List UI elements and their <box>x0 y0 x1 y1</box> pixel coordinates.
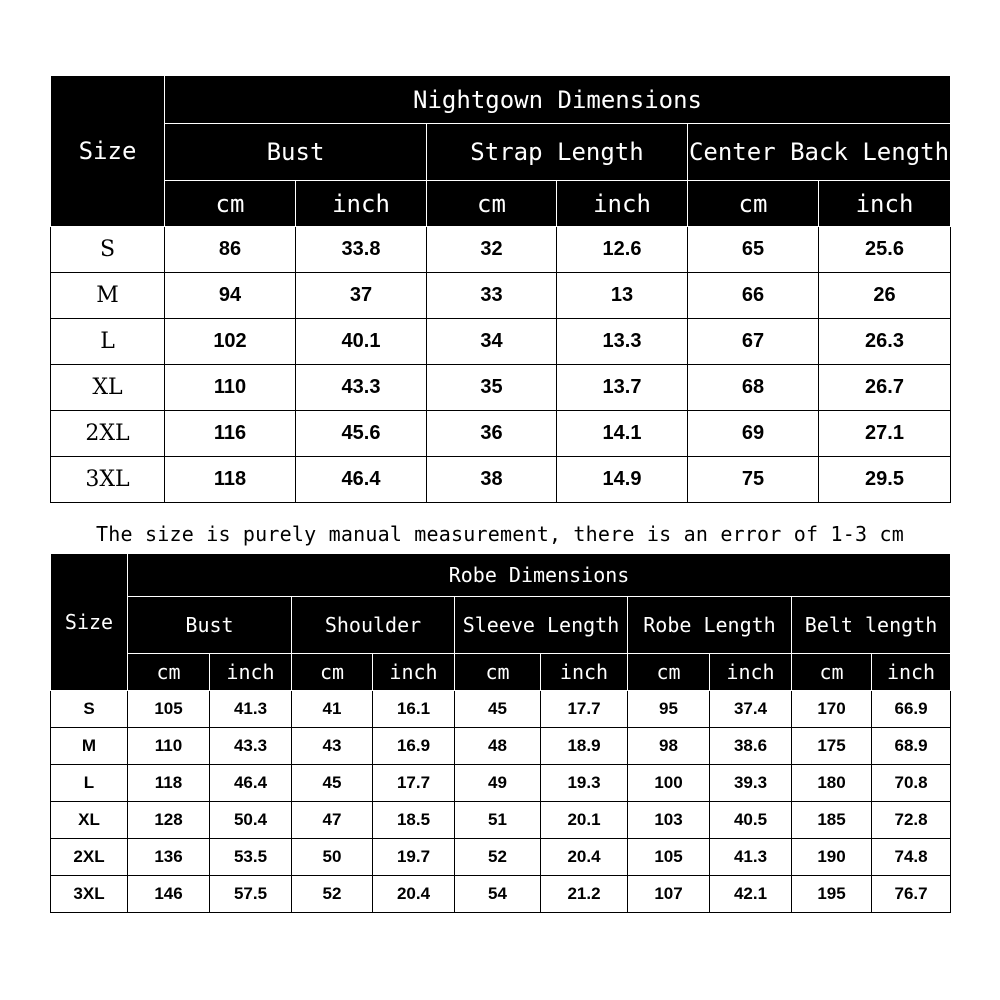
size-cell: S <box>51 691 128 728</box>
unit-header: inch <box>541 654 628 691</box>
value-cell: 68 <box>688 365 819 411</box>
table-row <box>51 765 951 802</box>
value-cell: 18.5 <box>373 802 455 839</box>
value-cell: 26.3 <box>819 319 951 365</box>
table-row <box>51 876 951 913</box>
value-cell: 41.3 <box>210 691 292 728</box>
group-header-center-back-length: Center Back Length <box>688 124 951 181</box>
value-cell: 37 <box>296 273 427 319</box>
size-cell: 2XL <box>51 839 128 876</box>
value-cell: 32 <box>427 227 557 273</box>
size-cell: 3XL <box>51 876 128 913</box>
value-cell: 94 <box>165 273 296 319</box>
value-cell: 52 <box>292 876 373 913</box>
value-cell: 52 <box>455 839 541 876</box>
value-cell: 43.3 <box>296 365 427 411</box>
value-cell: 66.9 <box>872 691 951 728</box>
value-cell: 51 <box>455 802 541 839</box>
value-cell: 43.3 <box>210 728 292 765</box>
unit-header: inch <box>557 181 688 227</box>
value-cell: 19.7 <box>373 839 455 876</box>
value-cell: 72.8 <box>872 802 951 839</box>
unit-header: cm <box>688 181 819 227</box>
size-cell: M <box>51 273 165 319</box>
size-cell: XL <box>51 802 128 839</box>
value-cell: 33 <box>427 273 557 319</box>
value-cell: 110 <box>165 365 296 411</box>
nightgown-size-table <box>50 75 951 503</box>
value-cell: 146 <box>128 876 210 913</box>
value-cell: 13.7 <box>557 365 688 411</box>
value-cell: 34 <box>427 319 557 365</box>
value-cell: 17.7 <box>541 691 628 728</box>
value-cell: 40.1 <box>296 319 427 365</box>
unit-header: inch <box>210 654 292 691</box>
value-cell: 42.1 <box>710 876 792 913</box>
value-cell: 33.8 <box>296 227 427 273</box>
value-cell: 50 <box>292 839 373 876</box>
value-cell: 20.4 <box>373 876 455 913</box>
value-cell: 118 <box>128 765 210 802</box>
value-cell: 180 <box>792 765 872 802</box>
size-cell: S <box>51 227 165 273</box>
value-cell: 37.4 <box>710 691 792 728</box>
value-cell: 100 <box>628 765 710 802</box>
value-cell: 68.9 <box>872 728 951 765</box>
value-cell: 50.4 <box>210 802 292 839</box>
table-row <box>51 728 951 765</box>
value-cell: 13.3 <box>557 319 688 365</box>
value-cell: 69 <box>688 411 819 457</box>
unit-header: inch <box>819 181 951 227</box>
table-title: Robe Dimensions <box>128 554 951 597</box>
size-cell: L <box>51 765 128 802</box>
value-cell: 76.7 <box>872 876 951 913</box>
value-cell: 26.7 <box>819 365 951 411</box>
value-cell: 19.3 <box>541 765 628 802</box>
size-header: Size <box>51 554 128 691</box>
value-cell: 66 <box>688 273 819 319</box>
table-row <box>51 802 951 839</box>
value-cell: 14.9 <box>557 457 688 503</box>
unit-header: cm <box>628 654 710 691</box>
value-cell: 25.6 <box>819 227 951 273</box>
table-row <box>51 273 951 319</box>
value-cell: 102 <box>165 319 296 365</box>
value-cell: 107 <box>628 876 710 913</box>
group-header-bust: Bust <box>165 124 427 181</box>
value-cell: 70.8 <box>872 765 951 802</box>
value-cell: 49 <box>455 765 541 802</box>
value-cell: 195 <box>792 876 872 913</box>
unit-header: inch <box>296 181 427 227</box>
value-cell: 40.5 <box>710 802 792 839</box>
value-cell: 16.9 <box>373 728 455 765</box>
value-cell: 116 <box>165 411 296 457</box>
value-cell: 45 <box>292 765 373 802</box>
value-cell: 53.5 <box>210 839 292 876</box>
group-header-robe-length: Robe Length <box>628 597 792 654</box>
table-title: Nightgown Dimensions <box>165 76 951 124</box>
unit-header: inch <box>710 654 792 691</box>
group-header-strap-length: Strap Length <box>427 124 688 181</box>
size-cell: L <box>51 319 165 365</box>
value-cell: 41 <box>292 691 373 728</box>
value-cell: 17.7 <box>373 765 455 802</box>
group-header-sleeve-length: Sleeve Length <box>455 597 628 654</box>
value-cell: 13 <box>557 273 688 319</box>
value-cell: 47 <box>292 802 373 839</box>
value-cell: 20.1 <box>541 802 628 839</box>
value-cell: 27.1 <box>819 411 951 457</box>
unit-header: cm <box>455 654 541 691</box>
size-cell: 2XL <box>51 411 165 457</box>
size-cell: 3XL <box>51 457 165 503</box>
group-header-belt-length: Belt length <box>792 597 951 654</box>
value-cell: 170 <box>792 691 872 728</box>
value-cell: 185 <box>792 802 872 839</box>
value-cell: 45.6 <box>296 411 427 457</box>
value-cell: 45 <box>455 691 541 728</box>
size-header: Size <box>51 76 165 227</box>
table-row <box>51 227 951 273</box>
unit-header: inch <box>373 654 455 691</box>
value-cell: 36 <box>427 411 557 457</box>
unit-header: cm <box>792 654 872 691</box>
table-row <box>51 319 951 365</box>
value-cell: 39.3 <box>710 765 792 802</box>
value-cell: 103 <box>628 802 710 839</box>
value-cell: 54 <box>455 876 541 913</box>
value-cell: 136 <box>128 839 210 876</box>
value-cell: 12.6 <box>557 227 688 273</box>
value-cell: 48 <box>455 728 541 765</box>
value-cell: 38 <box>427 457 557 503</box>
value-cell: 65 <box>688 227 819 273</box>
value-cell: 98 <box>628 728 710 765</box>
value-cell: 110 <box>128 728 210 765</box>
table-row <box>51 365 951 411</box>
value-cell: 118 <box>165 457 296 503</box>
size-cell: M <box>51 728 128 765</box>
group-header-bust: Bust <box>128 597 292 654</box>
robe-size-table <box>50 553 951 913</box>
value-cell: 95 <box>628 691 710 728</box>
value-cell: 29.5 <box>819 457 951 503</box>
value-cell: 38.6 <box>710 728 792 765</box>
value-cell: 75 <box>688 457 819 503</box>
value-cell: 43 <box>292 728 373 765</box>
value-cell: 57.5 <box>210 876 292 913</box>
group-header-shoulder: Shoulder <box>292 597 455 654</box>
value-cell: 21.2 <box>541 876 628 913</box>
value-cell: 74.8 <box>872 839 951 876</box>
value-cell: 35 <box>427 365 557 411</box>
table-row <box>51 839 951 876</box>
size-cell: XL <box>51 365 165 411</box>
unit-header: cm <box>165 181 296 227</box>
value-cell: 46.4 <box>210 765 292 802</box>
value-cell: 86 <box>165 227 296 273</box>
table-row <box>51 691 951 728</box>
unit-header: inch <box>872 654 951 691</box>
unit-header: cm <box>292 654 373 691</box>
value-cell: 190 <box>792 839 872 876</box>
value-cell: 105 <box>628 839 710 876</box>
measurement-note: The size is purely manual measurement, there is an error of 1-3 cm <box>96 522 904 546</box>
value-cell: 18.9 <box>541 728 628 765</box>
value-cell: 46.4 <box>296 457 427 503</box>
unit-header: cm <box>128 654 210 691</box>
value-cell: 67 <box>688 319 819 365</box>
table-row <box>51 457 951 503</box>
value-cell: 14.1 <box>557 411 688 457</box>
value-cell: 105 <box>128 691 210 728</box>
value-cell: 41.3 <box>710 839 792 876</box>
value-cell: 175 <box>792 728 872 765</box>
table-row <box>51 411 951 457</box>
unit-header: cm <box>427 181 557 227</box>
value-cell: 16.1 <box>373 691 455 728</box>
value-cell: 128 <box>128 802 210 839</box>
value-cell: 26 <box>819 273 951 319</box>
value-cell: 20.4 <box>541 839 628 876</box>
